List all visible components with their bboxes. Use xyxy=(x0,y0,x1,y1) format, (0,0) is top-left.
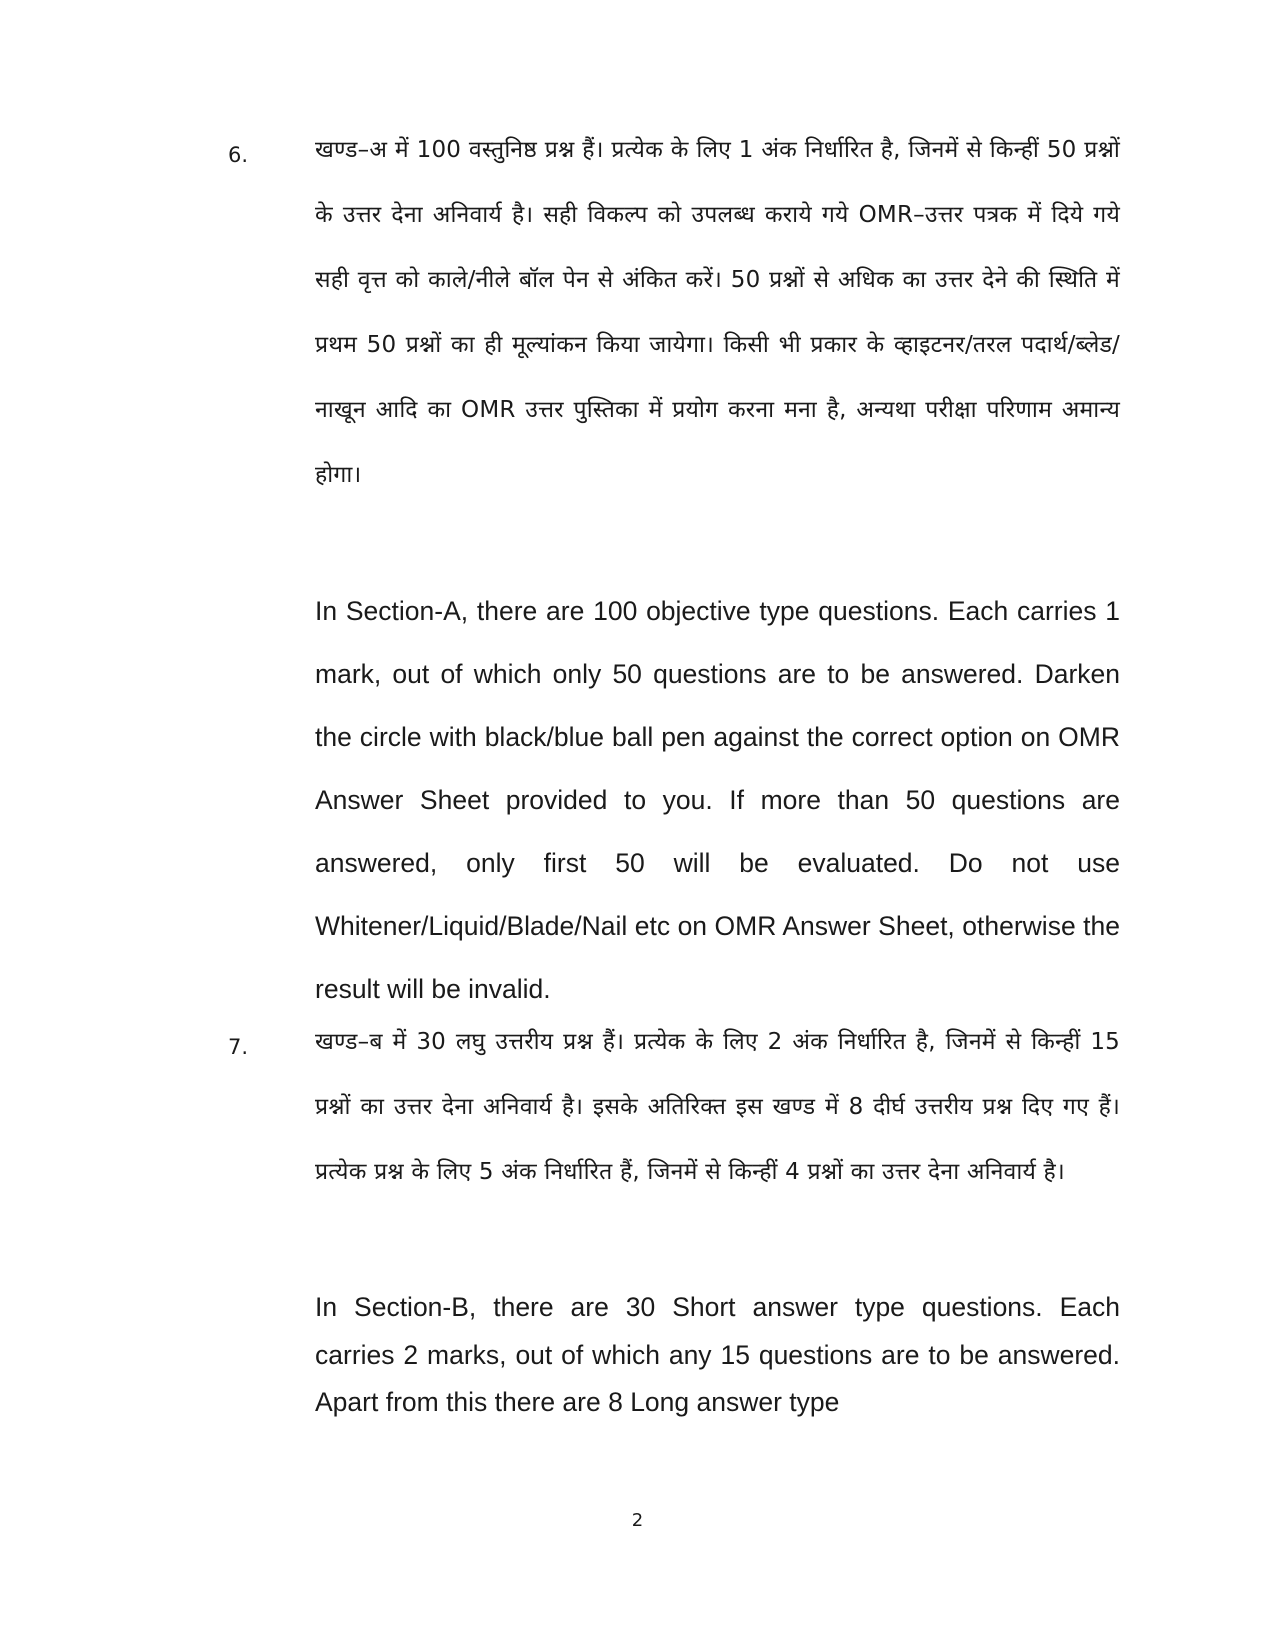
item-7-hindi-text: खण्ड–ब में 30 लघु उत्तरीय प्रश्न हैं। प्रत्येक के लिए 2 अंक निर्धारित है, जिनमें से किन्हीं 15 प्रश्नों का उत्तर देना अनिवार्य है। इसके अतिरिक्त इस खण्ड में 8 दीर्घ उत्तरीय प्रश्न दिए गए हैं। प्रत्येक प्रश्न के लिए 5 अंक निर्धारित हैं, जिनमें से किन्हीं 4 प्रश्नों का उत्तर देना अनिवार्य है। xyxy=(315,1029,1120,1185)
item-6-hindi-text: खण्ड–अ में 100 वस्तुनिष्ठ प्रश्न हैं। प्रत्येक के लिए 1 अंक निर्धारित है, जिनमें से किन्हीं 50 प्रश्नों के उत्तर देना अनिवार्य है। सही विकल्प को उपलब्ध कराये गये OMR–उत्तर पत्रक में दिये गये सही वृत्त को काले/नीले बॉल पेन से अंकित करें। 50 प्रश्नों से अधिक का उत्तर देने की स्थिति में प्रथम 50 प्रश्नों का ही मूल्यांकन किया जायेगा। किसी भी प्रकार के व्हाइटनर/तरल पदार्थ/ब्लेड/नाखून आदि का OMR उत्तर पुस्तिका में प्रयोग करना मना है, अन्यथा परीक्षा परिणाम अमान्य होगा। xyxy=(315,137,1120,488)
item-number-6: 6. xyxy=(228,143,249,167)
item-6-english-text: In Section-A, there are 100 objective type questions. Each carries 1 mark, out of which only 50 questions are to be answered. Darken the circle with black/blue ball pen against the correct option on OMR Answer Sheet provided to you. If more than 50 questions are answered, only first 50 will be evaluated. Do not use Whitener/Liquid/Blade/Nail etc on OMR Answer Sheet, otherwise the result will be invalid. xyxy=(315,596,1120,1004)
page-number: 2 xyxy=(631,1510,644,1531)
item-number-7: 7. xyxy=(228,1035,249,1059)
item-7-english-text: In Section-B, there are 30 Short answer type questions. Each carries 2 marks, out of which any 15 questions are to be answered. Apart from this there are 8 Long answer type xyxy=(315,1292,1120,1417)
